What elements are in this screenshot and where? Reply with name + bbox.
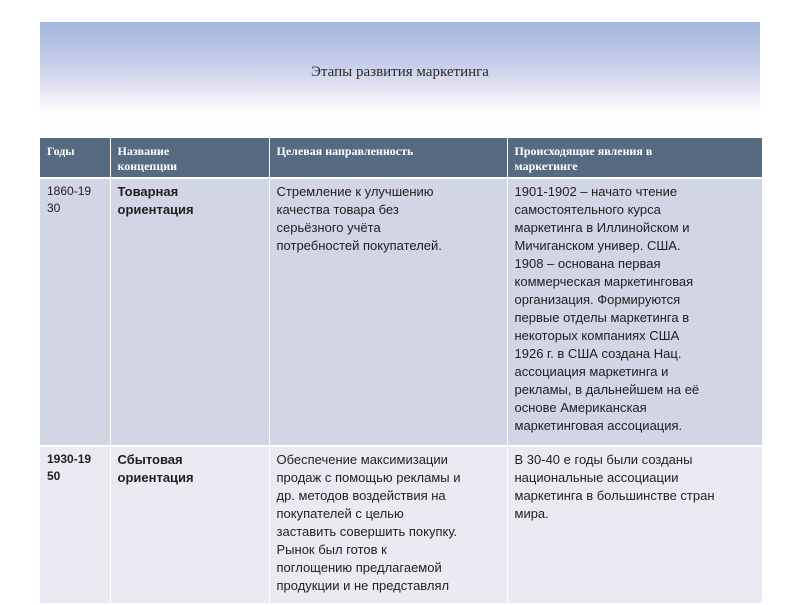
cell-focus-text: Обеспечение максимизации продаж с помощью рекламы и др. методов воздействия на покупателей с целью заставить совершить покупку. Рынок был готов к поглощению предлагаемой продукции и не представлял xyxy=(276,452,461,593)
marketing-stages-table xyxy=(40,138,762,605)
header-concept-text: Название концепции xyxy=(117,144,178,173)
header-events xyxy=(507,138,762,178)
cell-concept xyxy=(110,178,269,446)
header-years-text: Годы xyxy=(47,144,75,158)
cell-concept xyxy=(110,446,269,604)
cell-years-text: 1860-19 30 xyxy=(47,184,92,215)
table-row xyxy=(40,178,762,446)
cell-years xyxy=(40,446,110,604)
cell-concept-text: Сбытовая ориентация xyxy=(117,452,194,485)
cell-events xyxy=(507,446,762,604)
cell-concept-text: Товарная ориентация xyxy=(117,184,194,217)
table-header-row xyxy=(40,138,762,178)
cell-focus-text: Стремление к улучшению качества товара без серьёзного учёта потребностей покупателей. xyxy=(276,184,442,253)
header-focus xyxy=(269,138,507,178)
title-band xyxy=(40,22,760,125)
cell-focus xyxy=(269,446,507,604)
header-events-text: Происходящие явления в маркетинге xyxy=(514,144,653,173)
cell-years-text: 1930-19 50 xyxy=(47,452,92,483)
slide-title: Этапы развития маркетинга xyxy=(311,64,489,80)
cell-focus xyxy=(269,178,507,446)
header-focus-text: Целевая направленность xyxy=(276,144,414,158)
table-row xyxy=(40,446,762,604)
header-years xyxy=(40,138,110,178)
cell-events-text: 1901-1902 – начато чтение самостоятельного курса маркетинга в Иллинойском и Мичиганском универ. США. 1908 – основана первая коммерческая маркетинговая организация. Формируются первые отделы маркетинга в некоторых компаниях США 1926 г. в США создана Нац. ассоциация маркетинга и рекламы, в дальнейшем на её основе Американская маркетинговая ассоциация. xyxy=(514,184,700,433)
header-concept xyxy=(110,138,269,178)
cell-years xyxy=(40,178,110,446)
cell-events-text: В 30-40 е годы были созданы национальные ассоциации маркетинга в большинстве стран мира. xyxy=(514,452,715,521)
cell-events xyxy=(507,178,762,446)
